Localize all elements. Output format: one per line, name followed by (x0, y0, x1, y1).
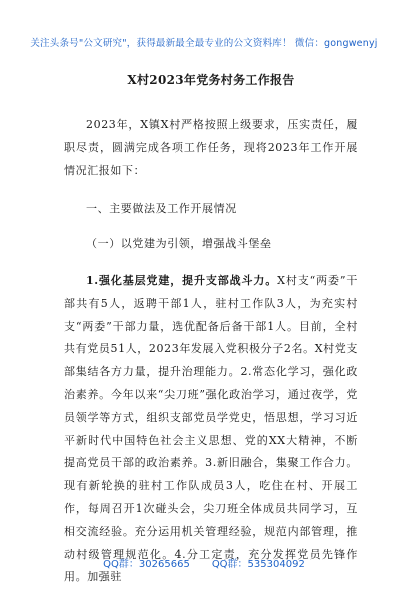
intro-paragraph: 2023年，X镇X村严格按照上级要求，压实责任，履职尽责，圆满完成各项工作任务，现将2023年工作开展情况汇报如下： (64, 118, 358, 177)
header-text: 关注头条号"公文研究"，获得最新最全最专业的公文资料库！ 微信：gongwenyj (30, 38, 378, 49)
body-paragraph (64, 270, 358, 589)
footer-banner (0, 555, 408, 570)
subsection-heading: （一）以党建为引领，增强战斗堡垒 (86, 237, 272, 251)
section-heading: 一、主要做法及工作开展情况 (86, 202, 237, 216)
footer-qq1: QQ群：30265665 (103, 559, 190, 570)
document-body (64, 65, 358, 589)
body-lead: 1.强化基层党建，提升支部战斗力。 (86, 273, 278, 287)
document-title: X村2023年党务村务工作报告 (127, 73, 295, 87)
body-text: X村支“两委”干部共有5人，返聘干部1人，驻村工作队3人，为充实村支“两委”干部力量，选优配备后备干部1人。目前，全村共有党员51人，2023年发展入党积极分子2名。X村党支部集结各方力量，提升治理能力。2.常态化学习，强化政治素养。今年以来“尖刀班”强化政治学习，通过夜学，党员领学等方式，组织支部党员学党史，悟思想，学习习近平新时代中国特色社会主义思想、党的XX大精神，不断提高党员干部的政治素养。3.新旧融合，集聚工作合力。现有新轮换的驻村工作队成员3人，吃住在村、开展工作，每周召开1次碰头会，尖刀班全体成员共同学习，互相交流经验。充分运用机关管理经验，规范内部管理，推动村级管理规范化。4.分工定责，充分发挥党员先锋作用。加强驻 (64, 273, 358, 584)
header-banner (0, 35, 408, 49)
footer-qq2: QQ群：535304092 (211, 559, 305, 570)
